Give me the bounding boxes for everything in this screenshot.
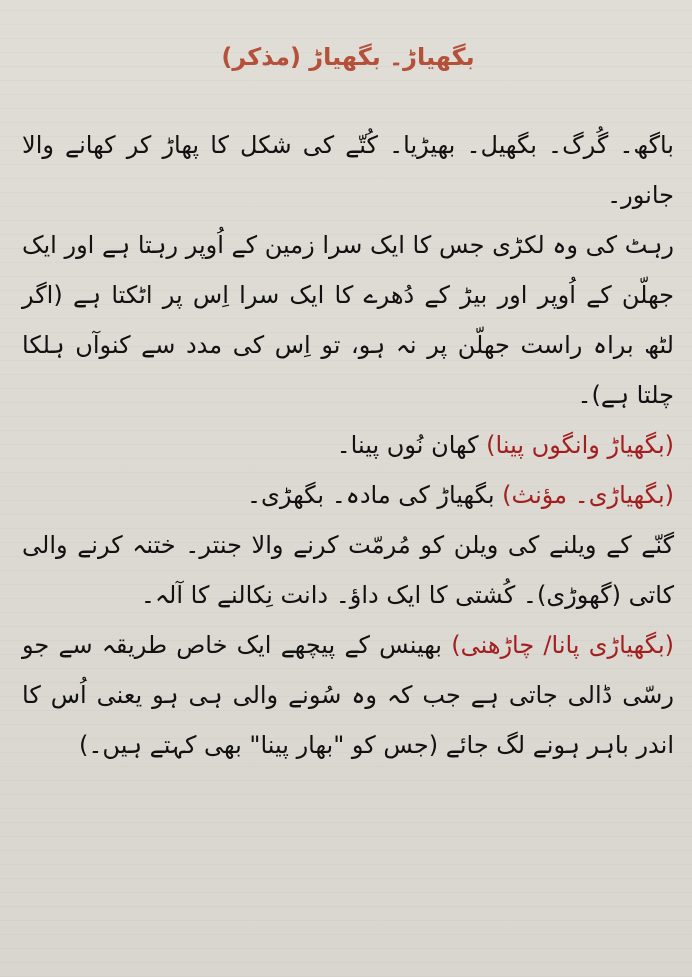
idiom-entry-1 <box>22 420 674 470</box>
definition-1: باگھ۔ گُرگ۔ بگھیل۔ بھیڑیا۔ کُتّے کی شکل کا پھاڑ کر کھانے والا جانور۔ <box>22 131 674 209</box>
idiom-entry-3 <box>22 620 674 770</box>
idiom-meaning-2: بگھیاڑ کی مادہ۔ بگھڑی۔ <box>246 481 495 509</box>
idiom-term-3: (بگھیاڑی پانا/ چاڑھنی) <box>451 631 674 659</box>
idiom-term-1: (بگھیاڑ وانگوں پینا) <box>486 431 674 459</box>
entry-title: بگھیاڑ۔ بگھیاڑ (مذکر) <box>221 43 475 71</box>
definition-3: گنّے کے ویلنے کی ویلن کو مُرمّت کرنے والا جنتر۔ ختنہ کرنے والی کاتی (گھوڑی)۔ کُشتی کا ایک داؤ۔ دانت نِکالنے کا آلہ۔ <box>22 531 674 609</box>
idiom-term-2: (بگھیاڑی۔ مؤنث) <box>502 481 674 509</box>
idiom-meaning-3: بھینس کے پیچھے ایک خاص طریقہ سے جو رسّی ڈالی جاتی ہے جب کہ وہ سُونے والی ہی ہو یعنی اُس کا اندر باہر ہونے لگ جائے (جس کو "بھار پینا" بھی کہتے ہیں۔) <box>22 631 674 759</box>
definition-2: رہٹ کی وہ لکڑی جس کا ایک سرا زمین کے اُوپر رہتا ہے اور ایک جھلّن کے اُوپر اور بیڑ کے دُھرے کا ایک سرا اِس پر اٹکتا ہے (اگر لٹھ براہ راست جھلّن پر نہ ہو، تو اِس کی مدد سے کنوآں ہلکا چلتا ہے)۔ <box>22 231 674 409</box>
idiom-entry-2 <box>22 470 674 520</box>
idiom-meaning-1: کھان نُوں پینا۔ <box>336 431 479 459</box>
